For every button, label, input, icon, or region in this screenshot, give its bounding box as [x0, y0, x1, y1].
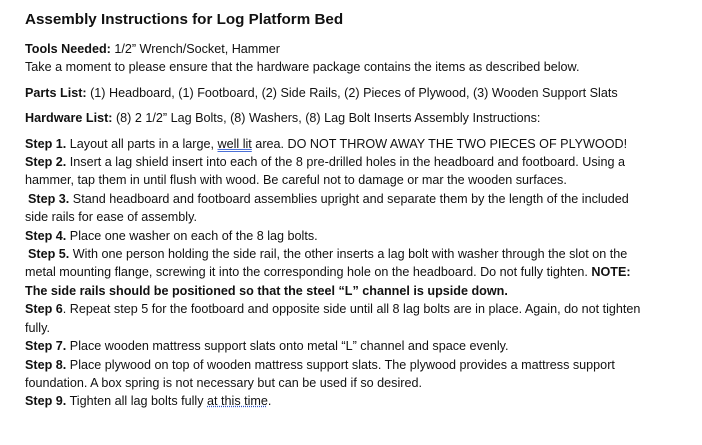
tools-label: Tools Needed:	[25, 42, 111, 56]
document-title: Assembly Instructions for Log Platform Bed	[25, 11, 344, 28]
step-text: .	[267, 394, 272, 409]
step-line	[25, 153, 692, 171]
step-label: Step 1.	[25, 136, 67, 151]
step-label: Step 7.	[25, 339, 67, 354]
step-7	[25, 337, 692, 355]
step-note: The side rails should be positioned so that the steel “L” channel is upside down.	[25, 283, 508, 298]
step-line: fully.	[25, 320, 50, 335]
step-label: Step 6	[25, 302, 63, 317]
tools-paragraph	[25, 40, 692, 58]
step-4	[25, 227, 692, 245]
hardware-text: (8) 2 1/2” Lag Bolts, (8) Washers, (8) Lag Bolt Inserts Assembly Instructions:	[112, 111, 541, 126]
step-line	[25, 190, 692, 208]
step-6	[25, 300, 692, 337]
step-line	[25, 300, 692, 318]
step-text: Stand headboard and footboard assemblies upright and separate them by the length of the included	[69, 191, 629, 206]
step-text: Insert a lag shield insert into each of the 8 pre-drilled holes in the headboard and footboard. Using a	[66, 155, 625, 170]
step-text: metal mounting flange, screwing it into the corresponding hole on the headboard. Do not fully tighten.	[25, 265, 592, 280]
step-9	[25, 392, 692, 410]
step-text: . Repeat step 5 for the footboard and opposite side until all 8 lag bolts are in place. Again, do not tighten	[62, 302, 641, 317]
step-8	[25, 356, 692, 393]
step-5	[25, 245, 692, 300]
step-1	[25, 135, 692, 153]
step-label: Step 5.	[28, 247, 70, 262]
step-text: Place wooden mattress support slats onto metal “L” channel and space evenly.	[66, 339, 509, 354]
step-3	[25, 190, 692, 227]
step-line	[25, 245, 692, 263]
step-line: foundation. A box spring is not necessary but can be used if so desired.	[25, 375, 422, 390]
tools-text: 1/2” Wrench/Socket, Hammer	[110, 42, 280, 56]
parts-label: Parts List:	[25, 85, 87, 100]
step-text: Place one washer on each of the 8 lag bolts.	[66, 228, 318, 243]
step-label: Step 9.	[25, 394, 67, 409]
step-label: Step 4.	[25, 228, 67, 243]
step-label: Step 2.	[25, 155, 67, 170]
step-text: With one person holding the side rail, the other inserts a lag bolt with washer through the slot on the	[69, 247, 628, 262]
step-label: Step 3.	[28, 191, 70, 206]
step-text: Tighten all lag bolts fully	[66, 394, 208, 409]
step-text-underlined: well lit	[217, 136, 252, 151]
hardware-paragraph	[25, 109, 692, 127]
step-text: area. DO NOT THROW AWAY THE TWO PIECES OF PLYWOOD!	[251, 136, 628, 151]
step-text-underlined: at this time	[207, 394, 268, 409]
step-line: hammer, tap them in until flush with wood. Be careful not to damage or mar the wooden surfaces.	[25, 173, 567, 188]
parts-paragraph	[25, 84, 692, 102]
hardware-check-paragraph: Take a moment to please ensure that the hardware package contains the items as described below.	[25, 60, 580, 75]
step-line: side rails for ease of assembly.	[25, 210, 197, 225]
step-2	[25, 153, 692, 190]
step-note-label: NOTE:	[591, 265, 631, 280]
step-line	[25, 263, 692, 281]
step-text: Place plywood on top of wooden mattress support slats. The plywood provides a mattress support	[66, 357, 615, 372]
step-line	[25, 356, 692, 374]
step-text: Layout all parts in a large,	[66, 136, 218, 151]
hardware-label: Hardware List:	[25, 111, 113, 126]
parts-text: (1) Headboard, (1) Footboard, (2) Side Rails, (2) Pieces of Plywood, (3) Wooden Support Slats	[86, 85, 618, 100]
step-label: Step 8.	[25, 357, 67, 372]
